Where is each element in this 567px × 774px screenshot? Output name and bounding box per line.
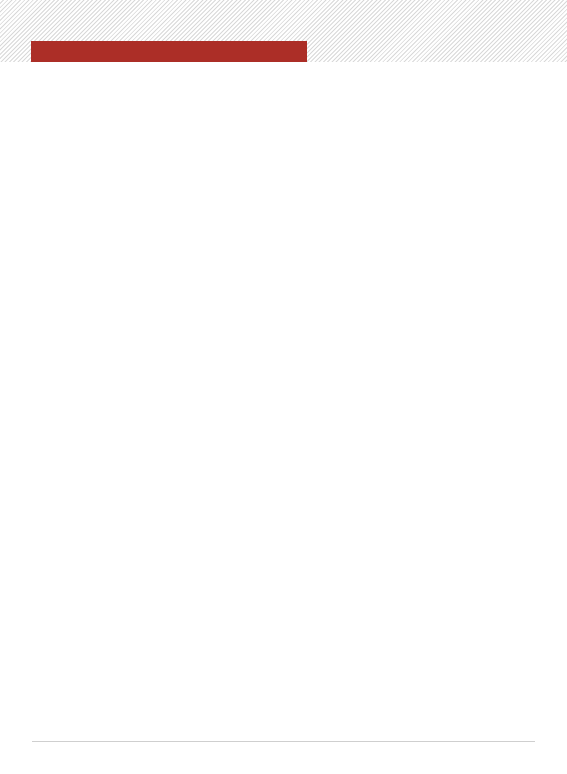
footer-rule (32, 741, 535, 742)
page-number (531, 743, 537, 753)
section-banner (31, 41, 307, 62)
footer-issue-info (527, 743, 537, 753)
